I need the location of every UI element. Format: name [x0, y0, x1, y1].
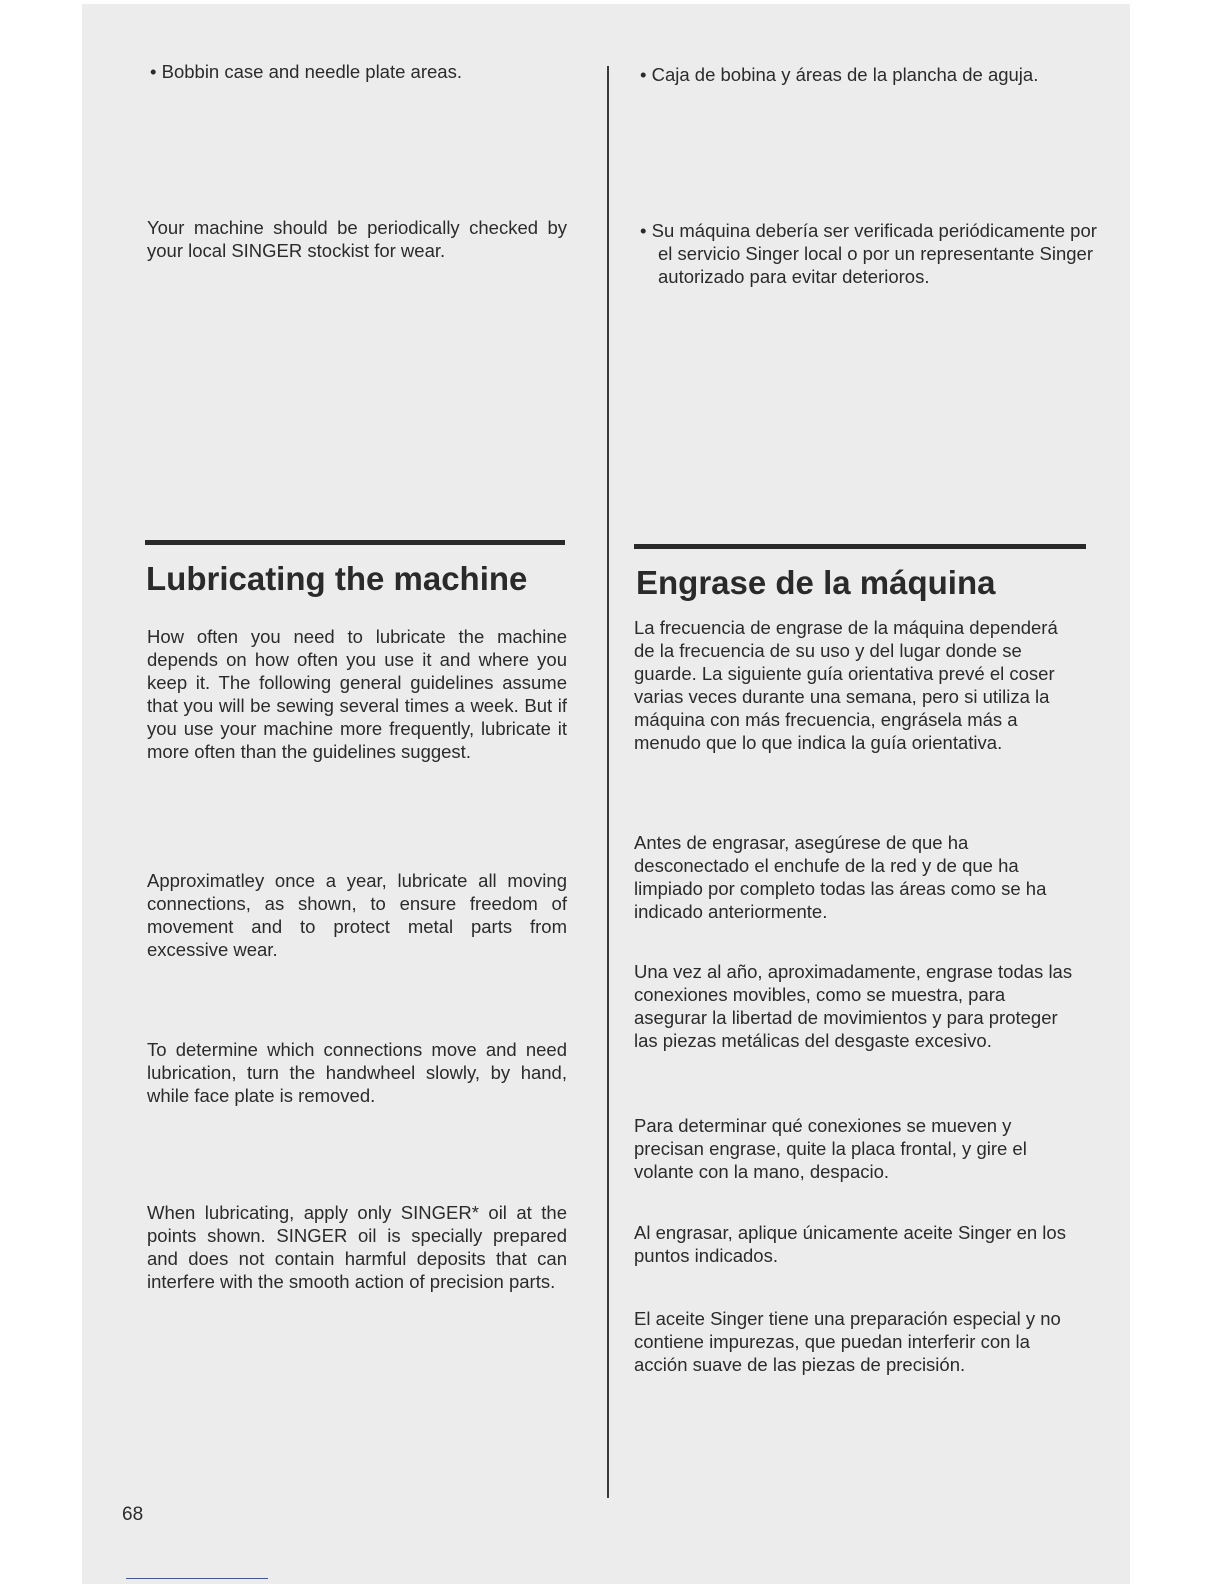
en-heading-rule — [145, 540, 565, 545]
column-divider — [607, 66, 609, 1498]
en-section-heading: Lubricating the machine — [146, 560, 528, 597]
es-para-yearly: Una vez al año, aproximadamente, engrase todas las conexiones movibles, como se muestra, para asegurar la libertad de movimientos y para proteger las piezas metálicas del desgaste excesivo. — [634, 961, 1073, 1051]
es-section-heading: Engrase de la máquina — [636, 564, 996, 601]
es-bullet-bobbin: • Caja de bobina y áreas de la plancha de aguja. — [640, 64, 1039, 85]
en-periodic-check: Your machine should be periodically checked by your local SINGER stockist for wear. — [147, 217, 567, 261]
es-para-before: Antes de engrasar, asegúrese de que ha desconectado el enchufe de la red y de que ha limpiado por completo todas las áreas como se ha indicado anteriormente. — [634, 832, 1047, 922]
es-para-frequency: La frecuencia de engrase de la máquina dependerá de la frecuencia de su uso y del lugar donde se guarde. La siguiente guía orientativa prevé el coser varias veces durante una semana, pero si utiliza la máquina con más frecuencia, engrásela más a menudo que lo que indica la guía orientativa. — [634, 617, 1058, 753]
en-bullet-bobbin: • Bobbin case and needle plate areas. — [150, 61, 462, 82]
en-para-determine: To determine which connections move and need lubrication, turn the handwheel slowly, by hand, while face plate is removed. — [147, 1039, 567, 1106]
es-para-oil: Al engrasar, aplique únicamente aceite Singer en los puntos indicados. — [634, 1222, 1066, 1266]
es-para-oil-special: El aceite Singer tiene una preparación especial y no contiene impurezas, que puedan interferir con la acción suave de las piezas de precisión. — [634, 1308, 1061, 1375]
page-number: 68 — [122, 1504, 144, 1525]
es-bullet-check: • Su máquina debería ser verificada periódicamente por el servicio Singer local o por un representante Singer autorizado para evitar deterioros. — [640, 220, 1097, 287]
es-heading-rule — [634, 544, 1086, 549]
en-para-yearly: Approximatley once a year, lubricate all moving connections, as shown, to ensure freedom of movement and to protect metal parts from excessive wear. — [147, 870, 567, 960]
es-para-determine: Para determinar qué conexiones se mueven y precisan engrase, quite la placa frontal, y gire el volante con la mano, despacio. — [634, 1115, 1027, 1182]
en-para-oil: When lubricating, apply only SINGER* oil at the points shown. SINGER oil is specially prepared and does not contain harmful deposits that can interfere with the smooth action of precision parts. — [147, 1202, 567, 1292]
en-para-frequency: How often you need to lubricate the machine depends on how often you use it and where you keep it. The following general guidelines assume that you will be sewing several times a week. But if you use your machine more frequently, lubricate it more often than the guidelines suggest. — [147, 626, 567, 762]
footer-link-underline — [126, 1578, 268, 1579]
